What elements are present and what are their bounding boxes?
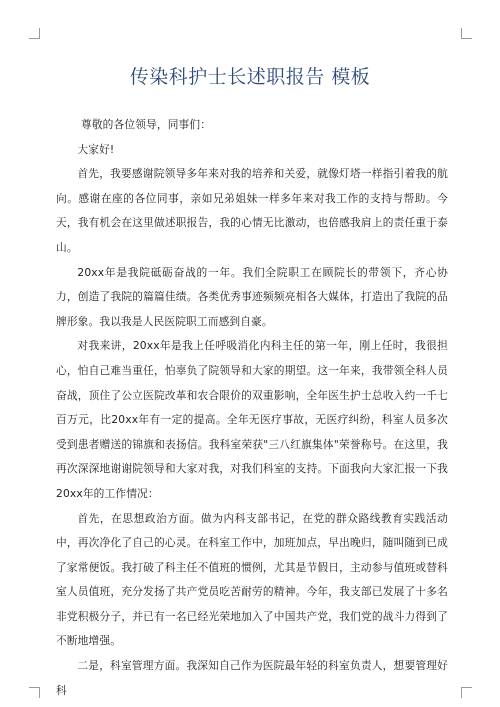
paragraph: 二是，科室管理方面。我深知自己作为医院最年轻的科室负责人，想要管理好科 (56, 659, 448, 697)
paragraph: 20xx年是我院砥砺奋战的一年。我们全院职工在顾院长的带领下，齐心协力，创造了我院的篇篇佳绩。各类优秀事迹频频亮相各大媒体，打造出了我院的品牌形象。我以我是人民医院职工而感到自豪。 (56, 265, 448, 328)
greeting: 大家好! (77, 142, 115, 156)
crop-mark-bottom-left (29, 687, 40, 698)
paragraph: 首先，在思想政治方面。做为内科支部书记，在党的群众路线教育实践活动中，再次净化了自己的心灵。在科室工作中，加班加点，早出晚归，随叫随到已成了家常便饭。我打破了科主任不值班的惯例，尤其是节假日，主动参与值班或替科室人员值班，充分发扬了共产党员吃苦耐劳的精神。今年，我支部已发展了十多名非党积极分子，并已有一名已经光荣地加入了中国共产党，我们党的战斗力得到了不断地增强。 (56, 511, 448, 648)
salutation: 尊敬的各位领导，同事们： (81, 118, 212, 131)
document-title: 传染科护士长述职报告 模板 (129, 66, 371, 88)
paragraph: 首先，我要感谢院领导多年来对我的培养和关爱，就像灯塔一样指引着我的航向。感谢在座的各位同事，亲如兄弟姐妹一样多年来对我工作的支持与帮助。今天，我有机会在这里做述职报告，我的心情无比激动，也倍感我肩上的责任重于泰山。 (56, 167, 448, 254)
crop-mark-bottom-right (461, 687, 472, 698)
crop-mark-top-left (29, 28, 40, 39)
crop-mark-top-right (461, 28, 472, 39)
document-body (56, 113, 448, 703)
paragraph: 对我来讲，20xx年是我上任呼吸消化内科主任的第一年，刚上任时，我很担心，怕自己难当重任，怕辜负了院领导和大家的期望。这一年来，我带领全科人员奋战，顶住了公立医院改革和农合限价的双重影响，全年医生护士总收入约一千七百万元，比20xx年有一定的提高。全年无医疗事故，无医疗纠纷，科室人员多次受到患者赠送的锦旗和表扬信。我科室荣获"三八红旗集体"荣誉称号。在这里，我再次深深地谢谢院领导和大家对我，对我们科室的支持。下面我向大家汇报一下我20xx年的工作情况： (56, 339, 448, 500)
